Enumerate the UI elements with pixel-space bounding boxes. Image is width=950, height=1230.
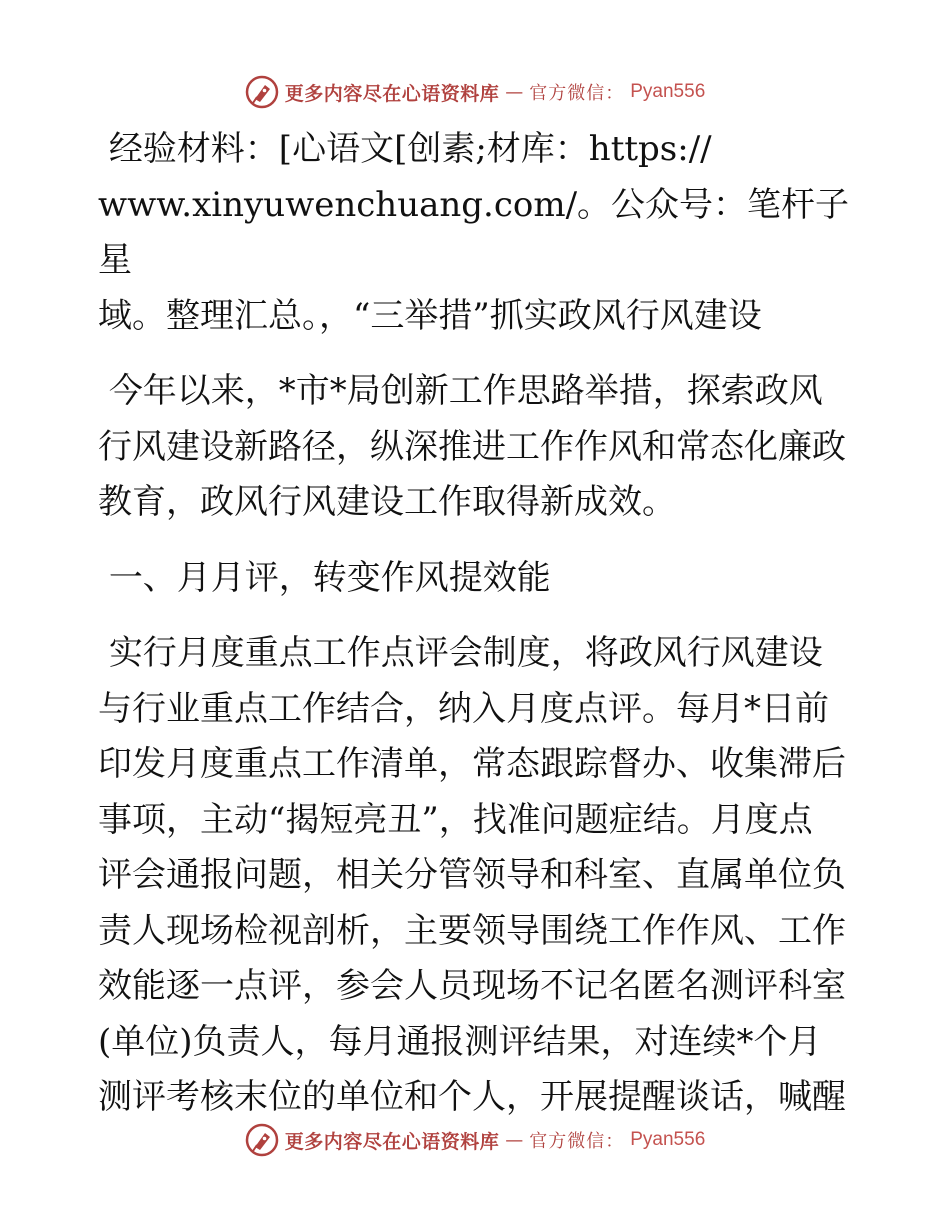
paragraph-intro: 经验材料：[心语文[创素;材库：https:// www.xinyuwenchuang.com/。公众号：笔杆子星 域。整理汇总。，“三举措”抓实政风行风建设 (98, 129, 850, 336)
watermark-wechat-id: Pyan556 (630, 1129, 706, 1150)
footer-watermark (0, 1120, 950, 1160)
watermark-dash: — (505, 81, 524, 103)
watermark-label: 官方微信： (529, 1131, 625, 1152)
pen-nib-icon (245, 1123, 279, 1157)
header-watermark (0, 72, 950, 112)
paragraph-summary: 今年以来，*市*局创新工作思路举措，探索政风 行风建设新路径，纵深推进工作作风和常态化廉政 教育，政风行风建设工作取得新成效。 (98, 371, 846, 522)
pen-nib-icon (245, 75, 279, 109)
watermark-main-text: 更多内容尽在心语资料库 (284, 82, 500, 105)
watermark-label: 官方微信： (529, 83, 625, 104)
watermark-wechat-id: Pyan556 (630, 81, 706, 102)
section-heading: 一、月月评，转变作风提效能 (98, 557, 551, 598)
watermark-dash: — (505, 1129, 524, 1151)
watermark-main-text: 更多内容尽在心语资料库 (284, 1130, 500, 1153)
paragraph-section-body: 实行月度重点工作点评会制度，将政风行风建设 与行业重点工作结合，纳入月度点评。每月*日前 印发月度重点工作清单，常态跟踪督办、收集滞后 事项，主动“揭短亮丑”，找准问题症结。月度点 评会通报问题，相关分管领导和科室、直属单位负 责人现场检视剖析，主要领导围绕工作作风、工作 效能逐一点评，参会人员现场不记名匿名测评科室 (单位)负责人，每月通报测评结果，对连续*个月 测评考核末位的单位和个人，开展提醒谈话，喊醒 (98, 633, 846, 1117)
document-body (98, 122, 858, 1126)
